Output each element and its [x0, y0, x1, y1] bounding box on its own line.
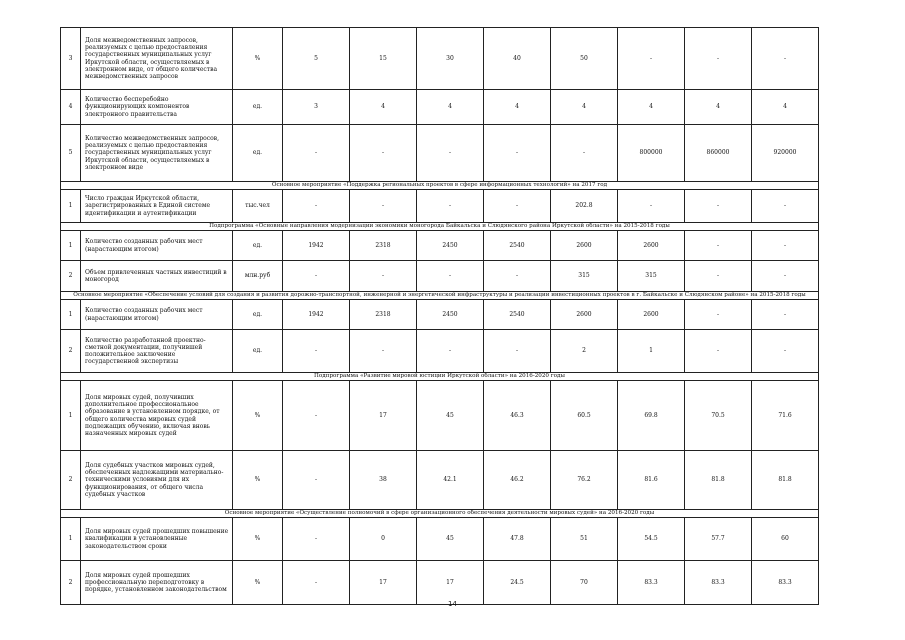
value-cell: 4	[551, 90, 618, 125]
value-cell: -	[685, 261, 752, 292]
value-cell: 51	[551, 518, 618, 561]
indicator-description: Доля мировых судей, получивших дополнительное профессиональное образование в установленном порядке, от общего количества мировых судей подлежащих обучению, включая вновь назначенных мировых судей	[81, 381, 233, 451]
value-cell: 70.5	[685, 381, 752, 451]
section-header-row	[61, 510, 819, 518]
unit-cell: ед.	[233, 231, 283, 261]
value-cell: 81.8	[685, 451, 752, 510]
value-cell: 57.7	[685, 518, 752, 561]
value-cell: -	[417, 190, 484, 223]
value-cell: 70	[551, 561, 618, 605]
unit-cell: %	[233, 28, 283, 90]
value-cell: -	[283, 330, 350, 373]
indicator-description: Доля судебных участков мировых судей, обеспеченных надлежащими материально-техническими условиями для их функционирования, от общего числа судебных участков	[81, 451, 233, 510]
value-cell: 24.5	[484, 561, 551, 605]
value-cell: 2600	[618, 231, 685, 261]
value-cell: -	[752, 28, 819, 90]
table-row	[61, 561, 819, 605]
value-cell: 60.5	[551, 381, 618, 451]
value-cell: 315	[618, 261, 685, 292]
value-cell: 0	[350, 518, 417, 561]
row-number: 2	[61, 451, 81, 510]
table-row	[61, 261, 819, 292]
value-cell: -	[350, 125, 417, 182]
value-cell: 920000	[752, 125, 819, 182]
value-cell: -	[752, 231, 819, 261]
value-cell: 81.6	[618, 451, 685, 510]
indicator-description: Количество созданных рабочих мест (нарастающим итогом)	[81, 231, 233, 261]
value-cell: 45	[417, 518, 484, 561]
row-number: 3	[61, 28, 81, 90]
value-cell: 860000	[685, 125, 752, 182]
value-cell: -	[752, 261, 819, 292]
value-cell: 2540	[484, 300, 551, 330]
value-cell: 38	[350, 451, 417, 510]
value-cell: 2318	[350, 231, 417, 261]
section-header-row	[61, 292, 819, 300]
value-cell: -	[283, 561, 350, 605]
value-cell: -	[484, 125, 551, 182]
value-cell: -	[283, 518, 350, 561]
value-cell: 81.8	[752, 451, 819, 510]
value-cell: 47.8	[484, 518, 551, 561]
value-cell: -	[551, 125, 618, 182]
indicator-description: Объем привлеченных частных инвестиций в моногород	[81, 261, 233, 292]
table-row	[61, 231, 819, 261]
value-cell: -	[752, 300, 819, 330]
indicator-description: Доля межведомственных запросов, реализуемых с целью предоставления государственных муниципальных услуг Иркутской области, осуществляемых в электронном виде, от общего количества межведомственных запросов	[81, 28, 233, 90]
row-number: 5	[61, 125, 81, 182]
value-cell: 83.3	[618, 561, 685, 605]
value-cell: 71.6	[752, 381, 819, 451]
value-cell: 46.3	[484, 381, 551, 451]
value-cell: -	[685, 231, 752, 261]
value-cell: 4	[685, 90, 752, 125]
value-cell: 17	[350, 561, 417, 605]
value-cell: 2600	[618, 300, 685, 330]
section-title: Основное мероприятие «Осуществление полномочий в сфере организационного обеспечения деятельности мировых судей» на 2016-2020 годы	[61, 510, 819, 518]
unit-cell: ед.	[233, 125, 283, 182]
value-cell: -	[685, 28, 752, 90]
value-cell: 17	[350, 381, 417, 451]
value-cell: 83.3	[752, 561, 819, 605]
value-cell: 17	[417, 561, 484, 605]
value-cell: -	[484, 261, 551, 292]
value-cell: 800000	[618, 125, 685, 182]
value-cell: 1942	[283, 300, 350, 330]
table-row	[61, 330, 819, 373]
value-cell: -	[283, 125, 350, 182]
value-cell: 60	[752, 518, 819, 561]
section-header-row	[61, 373, 819, 381]
unit-cell: %	[233, 451, 283, 510]
unit-cell: ед.	[233, 90, 283, 125]
section-title: Подпрограмма «Основные направления модернизации экономики моногорода Байкальска и Слюдянского района Иркутской области» на 2015-2018 годы	[61, 223, 819, 231]
row-number: 1	[61, 518, 81, 561]
table-row	[61, 451, 819, 510]
value-cell: 1	[618, 330, 685, 373]
value-cell: 2600	[551, 300, 618, 330]
unit-cell: тыс.чел	[233, 190, 283, 223]
indicator-description: Число граждан Иркутской области, зарегистрированных в Единой системе идентификации и аутентификации	[81, 190, 233, 223]
table-row	[61, 518, 819, 561]
row-number: 2	[61, 261, 81, 292]
row-number: 1	[61, 190, 81, 223]
table-row	[61, 28, 819, 90]
value-cell: 4	[752, 90, 819, 125]
value-cell: -	[752, 190, 819, 223]
unit-cell: %	[233, 518, 283, 561]
value-cell: -	[618, 190, 685, 223]
value-cell: 3	[283, 90, 350, 125]
value-cell: 4	[484, 90, 551, 125]
value-cell: 30	[417, 28, 484, 90]
value-cell: 15	[350, 28, 417, 90]
value-cell: 5	[283, 28, 350, 90]
value-cell: 2600	[551, 231, 618, 261]
section-title: Основное мероприятие «Поддержка региональных проектов в сфере информационных технологий» на 2017 год	[61, 182, 819, 190]
value-cell: 4	[350, 90, 417, 125]
value-cell: 2450	[417, 300, 484, 330]
value-cell: 76.2	[551, 451, 618, 510]
value-cell: -	[350, 190, 417, 223]
table-row	[61, 300, 819, 330]
section-header-row	[61, 182, 819, 190]
unit-cell: ед.	[233, 300, 283, 330]
indicator-description: Количество бесперебойно функционирующих компонентов электронного правительства	[81, 90, 233, 125]
value-cell: 46.2	[484, 451, 551, 510]
indicators-table	[60, 27, 819, 605]
value-cell: -	[417, 330, 484, 373]
section-title: Подпрограмма «Развитие мировой юстиции Иркутской области» на 2016-2020 годы	[61, 373, 819, 381]
value-cell: -	[417, 125, 484, 182]
table-row	[61, 90, 819, 125]
value-cell: 1942	[283, 231, 350, 261]
value-cell: -	[350, 330, 417, 373]
page-number: 14	[448, 600, 457, 608]
value-cell: -	[618, 28, 685, 90]
row-number: 1	[61, 300, 81, 330]
row-number: 1	[61, 231, 81, 261]
indicator-description: Доля мировых судей прошедших повышение квалификации в установленные законодательством сроки	[81, 518, 233, 561]
section-header-row	[61, 223, 819, 231]
value-cell: -	[685, 300, 752, 330]
value-cell: -	[283, 451, 350, 510]
unit-cell: млн.руб	[233, 261, 283, 292]
value-cell: 315	[551, 261, 618, 292]
table-row	[61, 381, 819, 451]
value-cell: 4	[618, 90, 685, 125]
value-cell: 45	[417, 381, 484, 451]
value-cell: 50	[551, 28, 618, 90]
value-cell: -	[350, 261, 417, 292]
value-cell: 69.8	[618, 381, 685, 451]
value-cell: 2	[551, 330, 618, 373]
unit-cell: %	[233, 381, 283, 451]
indicator-description: Количество разработанной проектно-сметной документации, получившей положительное заключение государственной экспертизы	[81, 330, 233, 373]
value-cell: 42.1	[417, 451, 484, 510]
table-row	[61, 125, 819, 182]
value-cell: 202.8	[551, 190, 618, 223]
value-cell: 4	[417, 90, 484, 125]
row-number: 4	[61, 90, 81, 125]
value-cell: 54.5	[618, 518, 685, 561]
value-cell: -	[484, 330, 551, 373]
value-cell: 40	[484, 28, 551, 90]
value-cell: 2450	[417, 231, 484, 261]
table-row	[61, 190, 819, 223]
value-cell: -	[484, 190, 551, 223]
row-number: 2	[61, 561, 81, 605]
value-cell: -	[283, 381, 350, 451]
value-cell: -	[685, 190, 752, 223]
value-cell: -	[283, 190, 350, 223]
indicator-description: Доля мировых судей прошедших профессиональную переподготовку в порядке, установленном законодательством	[81, 561, 233, 605]
table-body	[61, 28, 819, 605]
value-cell: 2318	[350, 300, 417, 330]
unit-cell: ед.	[233, 330, 283, 373]
indicator-description: Количество межведомственных запросов, реализуемых с целью предоставления государственных муниципальных услуг Иркутской области, осуществляемых в электронном виде	[81, 125, 233, 182]
value-cell: 83.3	[685, 561, 752, 605]
value-cell: -	[752, 330, 819, 373]
unit-cell: %	[233, 561, 283, 605]
row-number: 1	[61, 381, 81, 451]
value-cell: -	[685, 330, 752, 373]
value-cell: -	[283, 261, 350, 292]
value-cell: -	[417, 261, 484, 292]
row-number: 2	[61, 330, 81, 373]
section-title: Основное мероприятие «Обеспечение условий для создания и развития дорожно-транспортной, инженерной и энергетической инфраструктуры и реализации инвестиционных проектов в г. Байкальске и Слюдянском районе» на 2015-2018 годы	[61, 292, 819, 300]
value-cell: 2540	[484, 231, 551, 261]
indicator-description: Количество созданных рабочих мест (нарастающим итогом)	[81, 300, 233, 330]
